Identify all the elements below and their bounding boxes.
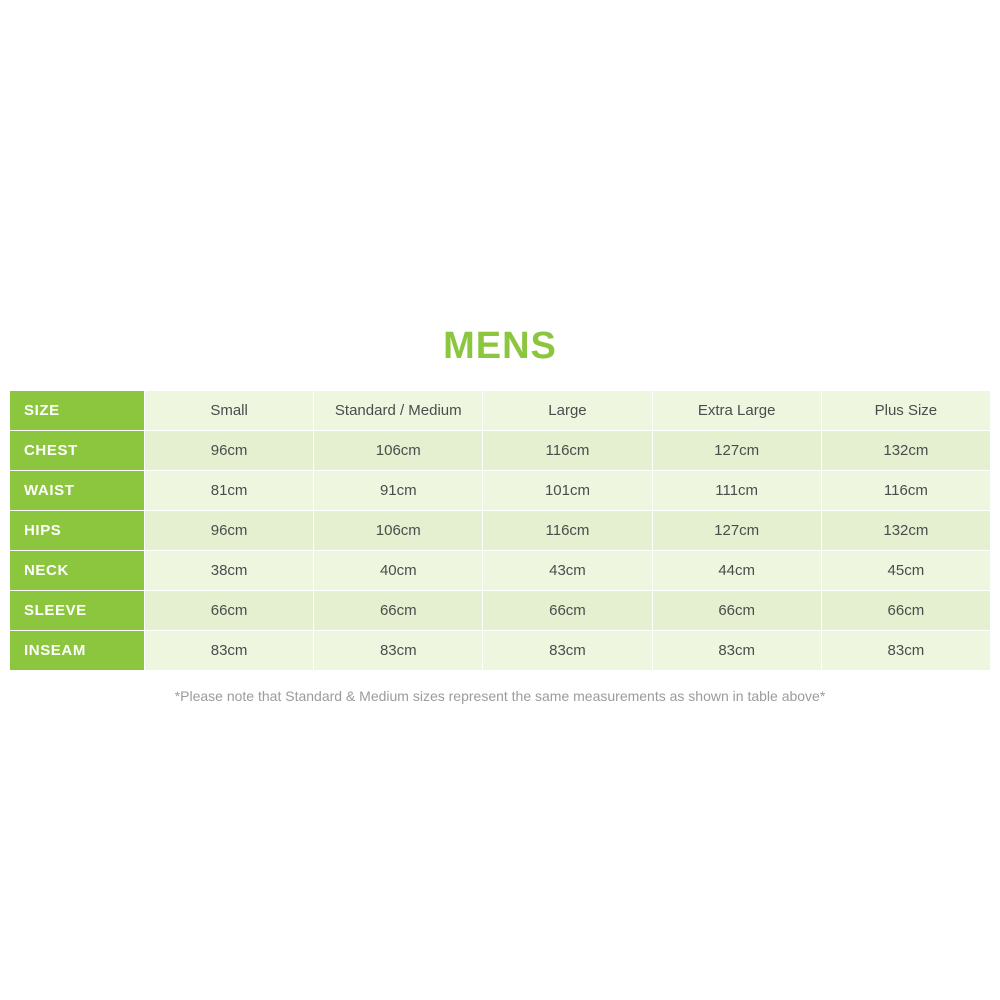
table-row	[10, 551, 991, 591]
cell-sleeve-large: 66cm	[483, 591, 652, 631]
page-title: MENS	[443, 325, 557, 367]
cell-waist-small: 81cm	[145, 471, 314, 511]
cell-hips-extra-large: 127cm	[652, 511, 821, 551]
table-row	[10, 471, 991, 511]
size-chart	[0, 325, 1000, 704]
table-header	[10, 391, 991, 431]
table-row	[10, 431, 991, 471]
cell-inseam-small: 83cm	[145, 631, 314, 671]
cell-sleeve-standard-medium: 66cm	[314, 591, 483, 631]
cell-chest-standard-medium: 106cm	[314, 431, 483, 471]
column-header-small: Small	[145, 391, 314, 431]
cell-sleeve-plus-size: 66cm	[821, 591, 990, 631]
table-row	[10, 631, 991, 671]
row-label-neck: NECK	[10, 551, 145, 591]
row-label-sleeve: SLEEVE	[10, 591, 145, 631]
size-table	[9, 390, 991, 671]
column-header-standard-medium: Standard / Medium	[314, 391, 483, 431]
table-footnote: *Please note that Standard & Medium sizes represent the same measurements as shown in table above*	[174, 688, 826, 704]
cell-hips-small: 96cm	[145, 511, 314, 551]
cell-chest-plus-size: 132cm	[821, 431, 990, 471]
cell-sleeve-extra-large: 66cm	[652, 591, 821, 631]
cell-waist-standard-medium: 91cm	[314, 471, 483, 511]
cell-neck-small: 38cm	[145, 551, 314, 591]
cell-inseam-plus-size: 83cm	[821, 631, 990, 671]
column-header-size: SIZE	[10, 391, 145, 431]
cell-hips-standard-medium: 106cm	[314, 511, 483, 551]
table-header-row	[10, 391, 991, 431]
cell-sleeve-small: 66cm	[145, 591, 314, 631]
row-label-hips: HIPS	[10, 511, 145, 551]
cell-waist-extra-large: 111cm	[652, 471, 821, 511]
table-row	[10, 511, 991, 551]
cell-waist-plus-size: 116cm	[821, 471, 990, 511]
row-label-waist: WAIST	[10, 471, 145, 511]
cell-hips-plus-size: 132cm	[821, 511, 990, 551]
cell-neck-standard-medium: 40cm	[314, 551, 483, 591]
cell-neck-large: 43cm	[483, 551, 652, 591]
cell-chest-large: 116cm	[483, 431, 652, 471]
cell-inseam-large: 83cm	[483, 631, 652, 671]
cell-inseam-extra-large: 83cm	[652, 631, 821, 671]
cell-chest-extra-large: 127cm	[652, 431, 821, 471]
cell-chest-small: 96cm	[145, 431, 314, 471]
cell-waist-large: 101cm	[483, 471, 652, 511]
table-row	[10, 591, 991, 631]
row-label-chest: CHEST	[10, 431, 145, 471]
cell-hips-large: 116cm	[483, 511, 652, 551]
row-label-inseam: INSEAM	[10, 631, 145, 671]
column-header-extra-large: Extra Large	[652, 391, 821, 431]
table-body	[10, 431, 991, 671]
column-header-large: Large	[483, 391, 652, 431]
cell-neck-plus-size: 45cm	[821, 551, 990, 591]
cell-neck-extra-large: 44cm	[652, 551, 821, 591]
column-header-plus-size: Plus Size	[821, 391, 990, 431]
cell-inseam-standard-medium: 83cm	[314, 631, 483, 671]
